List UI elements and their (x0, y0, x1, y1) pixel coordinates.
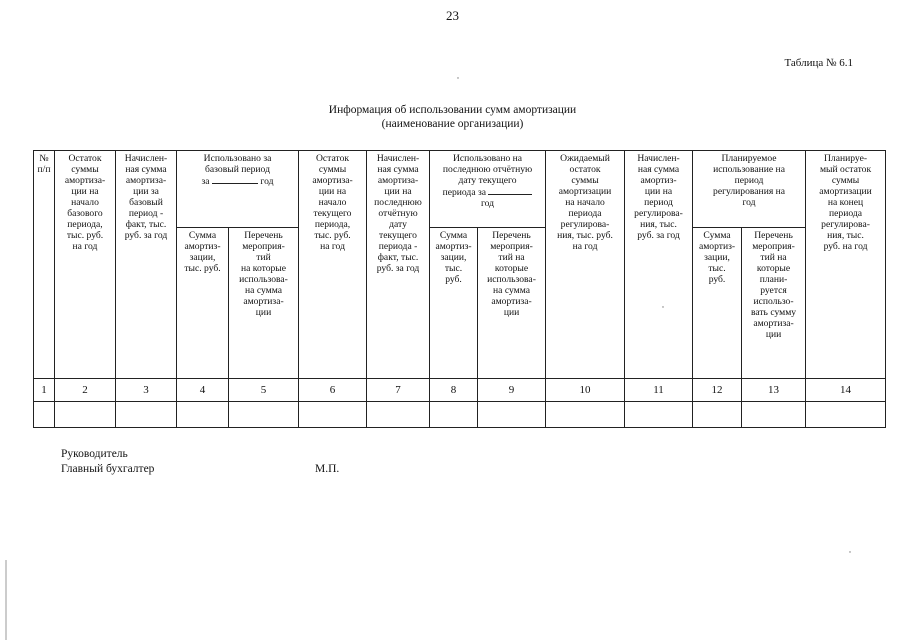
column-number: 14 (806, 379, 886, 402)
header-text-line: на сумма (493, 285, 530, 296)
group-header-base-period: Использовано за базовый период за год (177, 151, 299, 228)
title-subline: (наименование организации) (381, 118, 524, 130)
group-header-regulation-period: Планируемое использование на период регулирования на год (693, 151, 806, 228)
header-text-line: суммы (831, 175, 860, 186)
column-number: 8 (430, 379, 478, 402)
header-text-line: мый остаток (819, 164, 872, 175)
column-number: 9 (478, 379, 546, 402)
header-text-line: использова- (487, 274, 536, 285)
header-text-line: Перечень (754, 230, 793, 241)
header-text-line: на год (572, 241, 598, 252)
header-text-line: ная сумма (377, 164, 419, 175)
column-number: 7 (367, 379, 430, 402)
header-text-line: текущего (379, 230, 417, 241)
header-text-line: Перечень (244, 230, 283, 241)
header-text-line: руб. (708, 274, 726, 285)
header-text-line: амортизации (558, 186, 612, 197)
header-text-line: на год (320, 241, 345, 252)
scan-speck (849, 551, 850, 552)
group-header-current-period: Использовано на последнюю отчётную дату текущего периода за год (430, 151, 546, 228)
header-text-line: периода, (314, 219, 351, 230)
header-text-line: амортиза- (125, 175, 167, 186)
header-text-line: на конец (827, 197, 864, 208)
header-text-line: отчётную (378, 208, 418, 219)
header-text-line: ции на (318, 186, 347, 197)
header-text-line: тий на (498, 252, 525, 263)
column-number: 12 (693, 379, 742, 402)
header-text-line: амортизации (819, 186, 872, 197)
header-text-line: руб. за год (124, 230, 168, 241)
header-text-line: зации, (440, 252, 467, 263)
column-number: 11 (625, 379, 693, 402)
column-number: 5 (229, 379, 299, 402)
header-text-line: тий на (760, 252, 787, 263)
header-text-line: начало (318, 197, 347, 208)
header-text-line: амортиза- (64, 175, 106, 186)
header-text-line: амортиз- (698, 241, 736, 252)
scan-speck (457, 77, 458, 78)
header-text-line: амортиза- (491, 296, 532, 307)
header-text-line: ная сумма (637, 164, 680, 175)
page-number: 23 (446, 8, 459, 23)
header-text-line: тыс. (708, 263, 726, 274)
header-text-line: на которые (241, 263, 286, 274)
header-text-line: Сумма (703, 230, 731, 241)
header-text-line: мероприя- (490, 241, 533, 252)
column-number: 3 (116, 379, 177, 402)
header-text-line: факт, тыс. (377, 252, 419, 263)
header-text-line: зации, (704, 252, 730, 263)
column-number: 6 (299, 379, 367, 402)
header-text-line: Начислен- (124, 153, 168, 164)
header-text-line: тыс. руб. (184, 263, 221, 274)
column-number: 10 (546, 379, 625, 402)
header-text-line: руб. за год (376, 263, 420, 274)
header-text-line: регулирова- (821, 219, 870, 230)
header-text-line: тыс. (444, 263, 463, 274)
header-text-line: тыс. руб. (66, 230, 104, 241)
header-text-line: ния, тыс. (827, 230, 864, 241)
header-text-line: ции на (644, 186, 673, 197)
header-text-line: суммы (318, 164, 347, 175)
header-text-line: амортиза- (312, 175, 353, 186)
header-text-line: ции (765, 329, 782, 340)
header-text-line: период (644, 197, 673, 208)
header-text-line: период - (128, 208, 164, 219)
table-reference: Таблица № 6.1 (784, 57, 853, 69)
header-text-line: мероприя- (242, 241, 285, 252)
header-text-line: ная сумма (125, 164, 167, 175)
signature-chief-accountant: Главный бухгалтер (61, 463, 155, 475)
header-text-line: зации, (189, 252, 216, 263)
header-text-line: дату (389, 219, 407, 230)
header-text-line: руб. (445, 274, 462, 285)
header-text-line: ции (503, 307, 520, 318)
header-text-line: последнюю (374, 197, 422, 208)
header-text-line: Сумма (188, 230, 217, 241)
header-text-line: Остаток (316, 153, 350, 164)
header-text-line: плани- (759, 274, 788, 285)
header-text-line: ции на (384, 186, 412, 197)
header-text-line: текущего (313, 208, 352, 219)
header-text-line: на сумма (245, 285, 282, 296)
header-text-line: ния, тыс. (640, 219, 677, 230)
header-text-line: амортиз- (640, 175, 677, 186)
header-text-line: вать сумму (750, 307, 797, 318)
header-text-line: базового (67, 208, 103, 219)
header-text-line: суммы (71, 164, 99, 175)
header-text-line: Планируе- (824, 153, 868, 164)
header-text-line: которые (494, 263, 529, 274)
column-number: 13 (742, 379, 806, 402)
column-number: 4 (177, 379, 229, 402)
header-text-line: начало (71, 197, 99, 208)
header-text-line: Остаток (68, 153, 102, 164)
header-text-line: амортиза- (243, 296, 284, 307)
header-text-line: базовый (129, 197, 163, 208)
header-text-line: периода, (67, 219, 103, 230)
header-text-line: ния, тыс. руб. (557, 230, 613, 241)
header-text-line: руется (760, 285, 787, 296)
header-text-line: периода (829, 208, 863, 219)
header-text-line: ции на (71, 186, 99, 197)
signature-head: Руководитель (61, 448, 128, 460)
title-line: Информация об использовании сумм амортизации (328, 104, 577, 116)
header-text-line: периода - (378, 241, 418, 252)
header-text-line: периода (568, 208, 602, 219)
header-text-line: Ожидаемый (560, 153, 610, 164)
stamp-placeholder: М.П. (315, 463, 340, 475)
header-text-line: использова- (239, 274, 288, 285)
header-text-line: тий (256, 252, 271, 263)
header-text-line: ции за (133, 186, 159, 197)
header-text-line: руб. за год (637, 230, 680, 241)
header-text-line: амортиза- (753, 318, 794, 329)
header-text-line: Начислен- (637, 153, 680, 164)
header-text-line: регулирова- (634, 208, 683, 219)
header-text-line: амортиз- (184, 241, 221, 252)
header-text-line: суммы (571, 175, 599, 186)
header-text-line: факт, тыс. (125, 219, 167, 230)
header-text-line: Сумма (439, 230, 468, 241)
header-text-line: на год (72, 241, 98, 252)
header-text-line: руб. на год (823, 241, 868, 252)
header-text-line: на начало (565, 197, 605, 208)
header-text-line: ции (255, 307, 272, 318)
header-text-line: амортиз- (435, 241, 472, 252)
header-text-line: которые (756, 263, 791, 274)
header-text-line: тыс. руб. (314, 230, 351, 241)
header-text-line: Перечень (492, 230, 531, 241)
scan-speck (662, 306, 663, 307)
column-number: 1 (34, 379, 55, 402)
column-number: 2 (55, 379, 116, 402)
header-text-line: п/п (37, 164, 51, 175)
header-text-line: регулирова- (560, 219, 610, 230)
header-text-line: амортиза- (377, 175, 419, 186)
header-text-line: № (39, 153, 49, 164)
header-text-line: Начислен- (376, 153, 420, 164)
header-text-line: использо- (753, 296, 794, 307)
header-text-line: мероприя- (752, 241, 795, 252)
header-text-line: остаток (569, 164, 601, 175)
